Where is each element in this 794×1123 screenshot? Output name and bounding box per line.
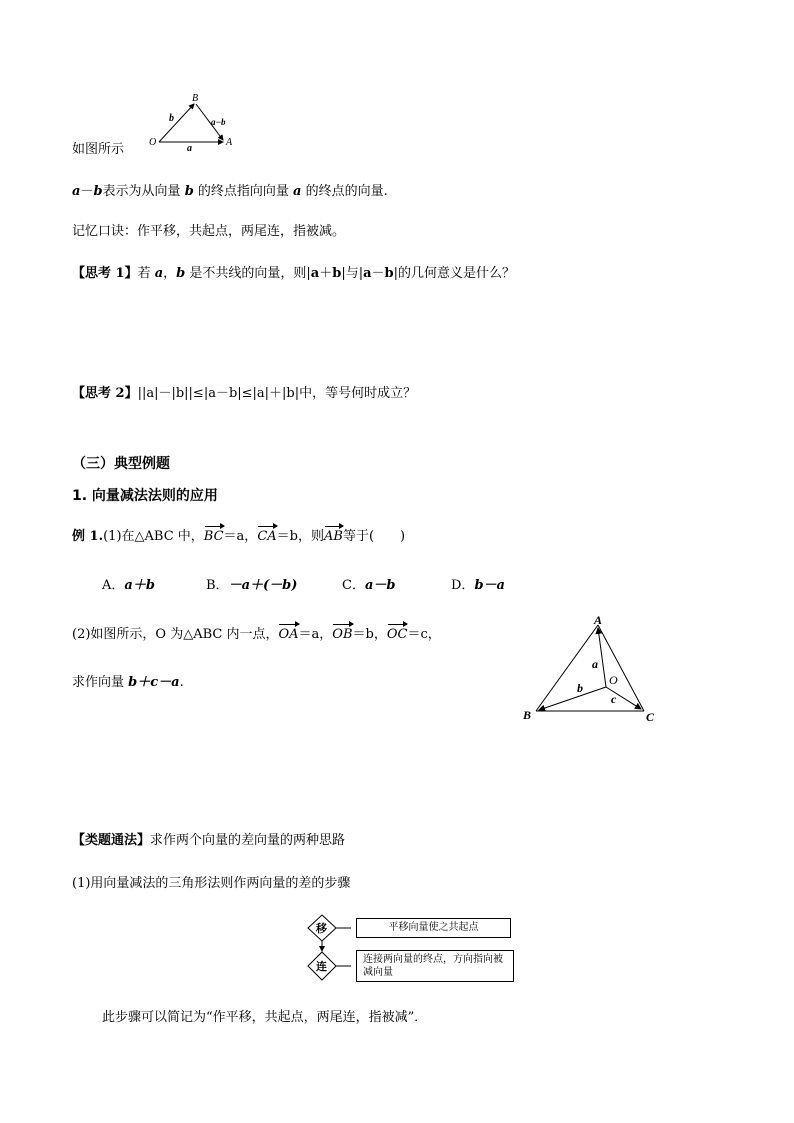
ask-dot: . [179, 675, 184, 690]
option-D[interactable] [451, 574, 505, 593]
vector-OC: OC [386, 627, 408, 642]
option-value: a＋b [124, 578, 155, 593]
vec-a: a [72, 184, 81, 199]
ask-expr: b＋c－a [128, 675, 180, 690]
option-key: A． [102, 578, 125, 593]
option-key: D． [451, 578, 475, 593]
think-1 [72, 262, 515, 281]
point-O-label: O [149, 137, 157, 148]
option-value: a－b [364, 578, 396, 593]
think-1-b: b [176, 266, 186, 281]
think-1-e1: a [310, 266, 320, 281]
desc-text1: 表示为从向量 [102, 184, 185, 199]
vector-BC: BC [203, 529, 224, 544]
topic-heading: 1. 向量减法法则的应用 [72, 488, 218, 504]
method-heading [72, 829, 345, 848]
vector-a-label: a [187, 143, 192, 154]
vector-a-minus-b-label: a−b [211, 117, 226, 127]
think-1-end: |的几何意义是什么？ [393, 266, 516, 281]
option-value: b－a [474, 578, 505, 593]
think-2 [72, 382, 416, 401]
example-text: (1)在△ABC 中， [103, 529, 204, 544]
part2-text: (2)如图所示，O 为△ABC 内一点， [72, 627, 279, 642]
think-2-expr: ||a|－|b||≤|a－b|≤|a|＋|b| [137, 386, 300, 401]
method-step-title: (1)用向量减法的三角形法则作两向量的差的步骤 [72, 876, 351, 891]
vector-CA: CA [257, 529, 277, 544]
vector-AB: AB [323, 529, 343, 544]
think-1-text: 若 [137, 266, 155, 281]
eq-a: ＝a， [223, 529, 258, 544]
vertex-B-label: B [523, 708, 532, 722]
example-1-ask [72, 671, 184, 690]
example-1-part-2 [72, 623, 441, 642]
vertex-A-label: A [594, 613, 603, 627]
option-key: C． [342, 578, 365, 593]
summary: 此步骤可以简记为“作平移，共起点，两尾连，指被减”． [102, 1010, 428, 1025]
think-1-comma: ， [163, 266, 177, 281]
triangle-abc-figure [518, 612, 663, 727]
vector-OA: OA [278, 627, 299, 642]
flow-step-move: 移 [316, 923, 327, 935]
example-1-part-1 [72, 525, 405, 544]
method-text: 求作两个向量的差向量的两种思路 [150, 833, 346, 848]
think-1-a: a [154, 266, 164, 281]
minus-sign: － [80, 184, 94, 199]
vector-c-label: c [611, 692, 617, 706]
point-A-label: A [226, 137, 233, 148]
think-2-tag: 【思考 2】 [72, 386, 138, 401]
option-A[interactable] [102, 574, 155, 593]
think-1-plus: ＋ [319, 266, 333, 281]
point-B-label: B [192, 93, 199, 104]
eq-a2: ＝a， [298, 627, 333, 642]
think-1-minus: － [371, 266, 385, 281]
option-C[interactable] [342, 574, 395, 593]
vertex-C-label: C [646, 710, 655, 724]
figure-caption: 如图所示 [72, 142, 125, 157]
flow-box-2: 连接两向量的终点，方向指向被减向量 [356, 950, 514, 982]
mnemonic: 记忆口诀：作平移，共起点，两尾连，指被减。 [72, 224, 346, 239]
eq-b2: ＝b， [352, 627, 387, 642]
vector-OB: OB [332, 627, 353, 642]
ask-text: 求作向量 [72, 675, 129, 690]
option-value: －a＋(－b) [228, 578, 298, 593]
section-heading: （三）典型例题 [72, 456, 170, 472]
vec-b2: b [184, 184, 194, 199]
think-1-e4: b [384, 266, 394, 281]
option-key: B． [206, 578, 229, 593]
vec-b: b [93, 184, 103, 199]
flow-step-connect: 连 [316, 961, 327, 973]
think-1-e2: b [332, 266, 342, 281]
example-tail: 等于( ) [342, 529, 406, 544]
difference-description [72, 180, 388, 199]
example-label: 例 1. [72, 529, 104, 544]
eq-c2: ＝c， [407, 627, 441, 642]
desc-text3: 的终点的向量. [301, 184, 388, 199]
option-B[interactable] [206, 574, 297, 593]
vec-a2: a [293, 184, 302, 199]
vector-a-label: a [592, 657, 598, 671]
point-O-label: O [609, 673, 618, 687]
method-tag: 【类题通法】 [72, 833, 151, 848]
desc-text2: 的终点指向向量 [193, 184, 294, 199]
think-1-tag: 【思考 1】 [72, 266, 138, 281]
think-1-e3: a [363, 266, 372, 281]
think-1-rest: 是不共线的向量，则| [185, 266, 311, 281]
vector-b-label: b [577, 681, 583, 695]
think-2-end: 中，等号何时成立？ [299, 386, 417, 401]
vector-triangle-figure [145, 90, 240, 155]
vector-b-label: b [169, 113, 174, 124]
think-1-mid: |与| [341, 266, 364, 281]
eq-b: ＝b，则 [276, 529, 324, 544]
flow-box-1: 平移向量使之共起点 [356, 918, 511, 938]
